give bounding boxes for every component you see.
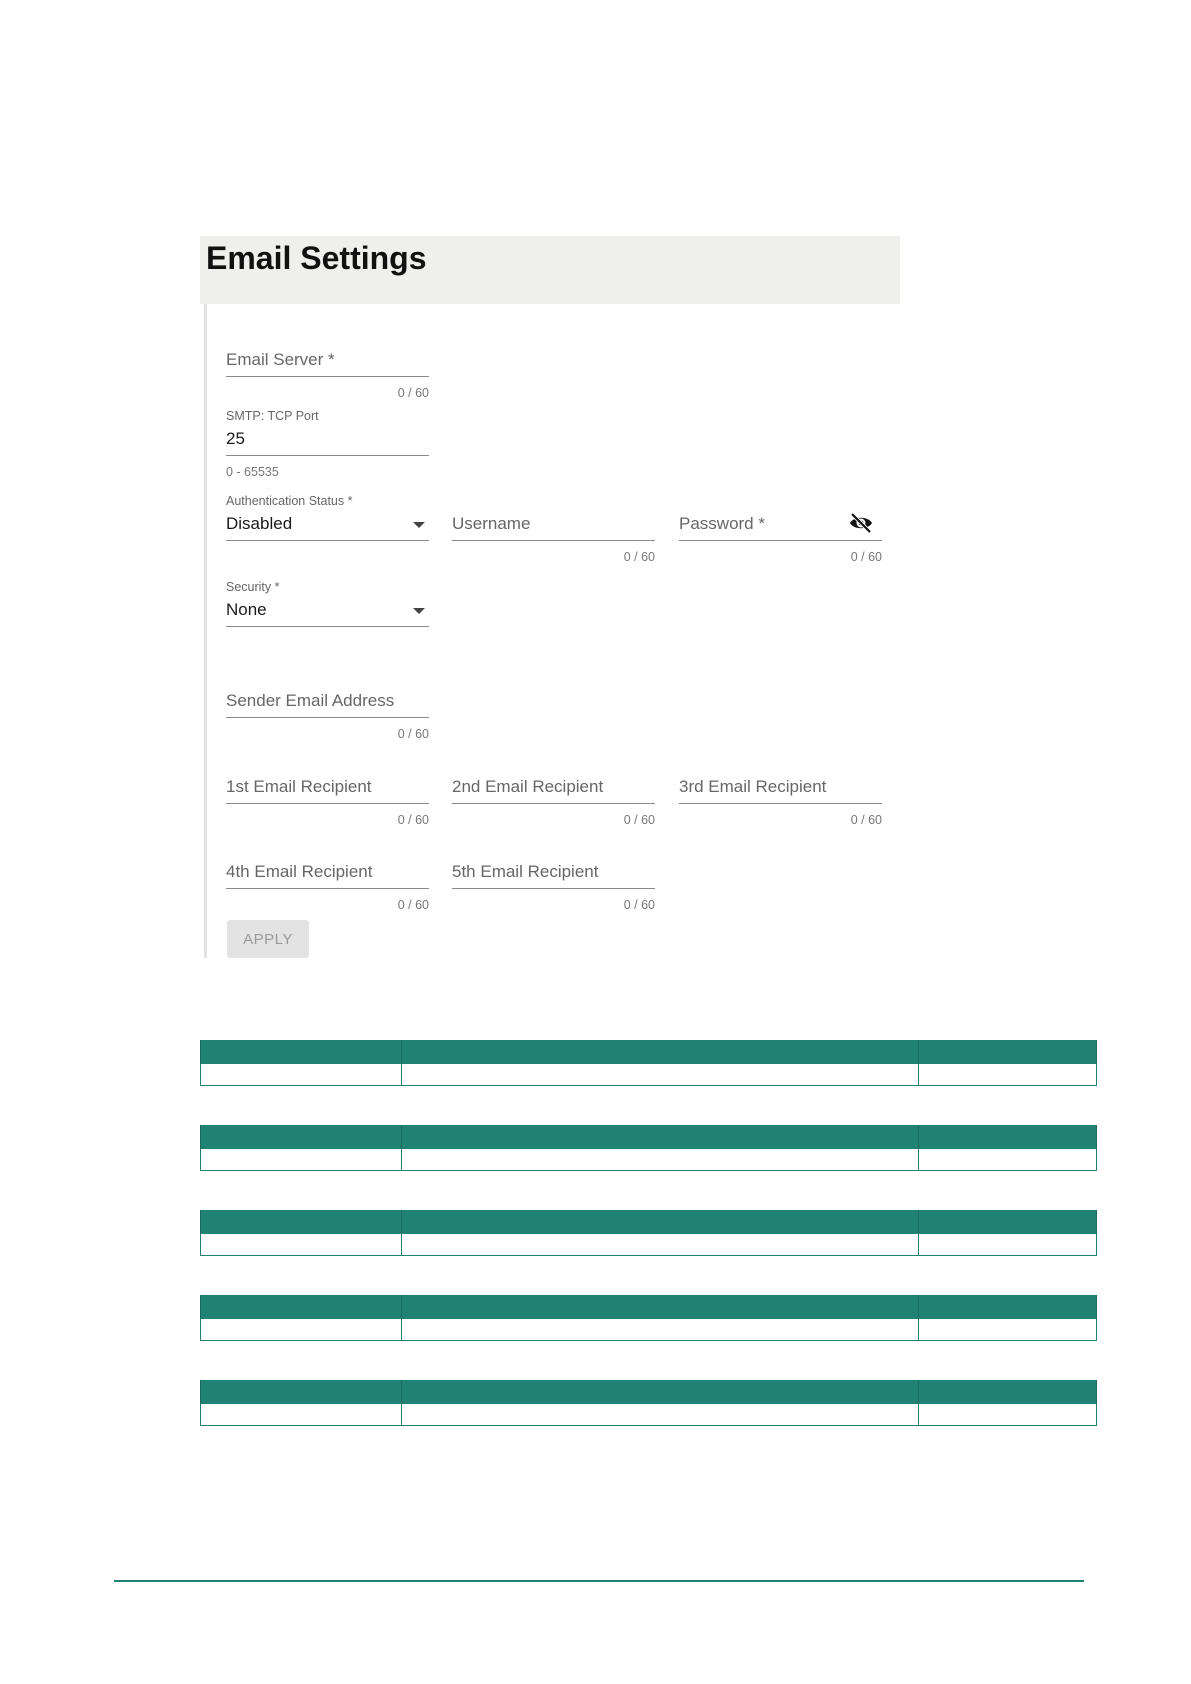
table-4	[200, 1295, 1097, 1341]
table-header-cell	[201, 1210, 402, 1234]
table-cell	[919, 1319, 1097, 1341]
recipient-3-field[interactable]	[679, 767, 882, 827]
table-header-cell	[919, 1125, 1097, 1149]
recipient-1-underline	[226, 803, 429, 804]
table-header-cell	[402, 1295, 919, 1319]
password-field[interactable]	[679, 510, 882, 570]
smtp-port-underline	[226, 455, 429, 456]
table-cell	[919, 1404, 1097, 1426]
recipient-5-counter: 0 / 60	[623, 898, 655, 912]
recipient-5-label: 5th Email Recipient	[452, 862, 599, 881]
sender-email-underline	[226, 717, 429, 718]
security-underline	[226, 626, 429, 627]
settings-card	[204, 304, 903, 958]
recipient-2-counter: 0 / 60	[623, 813, 655, 827]
table-header-row	[201, 1125, 1097, 1149]
email-server-label: Email Server *	[226, 350, 335, 369]
table-2	[200, 1125, 1097, 1171]
settings-header	[200, 236, 900, 304]
password-underline	[679, 540, 882, 541]
auth-status-select[interactable]	[226, 494, 429, 544]
recipient-5-field[interactable]	[452, 852, 655, 912]
recipient-4-field[interactable]	[226, 852, 429, 912]
table-header-cell	[201, 1040, 402, 1064]
recipient-2-underline	[452, 803, 655, 804]
table-header-row	[201, 1040, 1097, 1064]
recipient-3-counter: 0 / 60	[850, 813, 882, 827]
table-cell	[402, 1319, 919, 1341]
sender-email-field[interactable]	[226, 681, 429, 741]
table-cell	[919, 1234, 1097, 1256]
email-server-field[interactable]	[226, 340, 429, 400]
table-header-cell	[402, 1380, 919, 1404]
table-cell	[402, 1234, 919, 1256]
auth-status-underline	[226, 540, 429, 541]
smtp-port-hint: 0 - 65535	[226, 465, 279, 479]
table-cell	[201, 1234, 402, 1256]
table-cell	[201, 1404, 402, 1426]
auth-status-value: Disabled	[226, 514, 293, 533]
table-header-cell	[201, 1380, 402, 1404]
recipient-1-label: 1st Email Recipient	[226, 777, 372, 796]
recipient-4-counter: 0 / 60	[397, 898, 429, 912]
table-header-cell	[919, 1040, 1097, 1064]
table-header-row	[201, 1210, 1097, 1234]
table-cell	[402, 1064, 919, 1086]
table-header-cell	[402, 1125, 919, 1149]
table-row	[201, 1404, 1097, 1426]
username-label: Username	[452, 514, 531, 533]
username-underline	[452, 540, 655, 541]
username-counter: 0 / 60	[623, 550, 655, 564]
email-server-counter: 0 / 60	[397, 386, 429, 400]
table-3	[200, 1210, 1097, 1256]
table-header-cell	[919, 1380, 1097, 1404]
smtp-port-label: SMTP: TCP Port	[226, 409, 319, 423]
table-row	[201, 1234, 1097, 1256]
table-header-cell	[201, 1125, 402, 1149]
table-header-cell	[919, 1210, 1097, 1234]
table-row	[201, 1064, 1097, 1086]
table-5	[200, 1380, 1097, 1426]
recipient-2-label: 2nd Email Recipient	[452, 777, 604, 796]
table-header-cell	[919, 1295, 1097, 1319]
security-value: None	[226, 600, 267, 619]
table-cell	[402, 1404, 919, 1426]
security-select[interactable]	[226, 580, 429, 630]
page-title: Email Settings	[206, 240, 427, 276]
username-field[interactable]	[452, 510, 655, 570]
caret-down-icon	[413, 608, 425, 614]
smtp-port-value: 25	[226, 429, 245, 448]
caret-down-icon	[413, 522, 425, 528]
email-server-underline	[226, 376, 429, 377]
recipient-3-underline	[679, 803, 882, 804]
table-row	[201, 1149, 1097, 1171]
table-cell	[201, 1064, 402, 1086]
table-header-cell	[402, 1210, 919, 1234]
sender-email-label: Sender Email Address	[226, 691, 395, 710]
table-header-cell	[402, 1040, 919, 1064]
smtp-port-field[interactable]	[226, 409, 429, 485]
table-cell	[201, 1319, 402, 1341]
password-label: Password *	[679, 514, 765, 533]
table-cell	[402, 1149, 919, 1171]
auth-status-label: Authentication Status *	[226, 494, 353, 508]
footer-rule	[114, 1580, 1084, 1582]
table-header-row	[201, 1295, 1097, 1319]
sender-email-counter: 0 / 60	[397, 727, 429, 741]
recipient-4-underline	[226, 888, 429, 889]
table-cell	[919, 1149, 1097, 1171]
recipient-1-field[interactable]	[226, 767, 429, 827]
recipient-3-label: 3rd Email Recipient	[679, 777, 827, 796]
security-label: Security *	[226, 580, 280, 594]
recipient-5-underline	[452, 888, 655, 889]
email-settings-screenshot	[200, 236, 900, 958]
table-row	[201, 1319, 1097, 1341]
eye-off-icon[interactable]	[848, 512, 874, 534]
table-cell	[919, 1064, 1097, 1086]
recipient-2-field[interactable]	[452, 767, 655, 827]
apply-button[interactable]: APPLY	[227, 920, 309, 958]
table-cell	[201, 1149, 402, 1171]
recipient-1-counter: 0 / 60	[397, 813, 429, 827]
table-header-row	[201, 1380, 1097, 1404]
table-1	[200, 1040, 1097, 1086]
password-counter: 0 / 60	[850, 550, 882, 564]
recipient-4-label: 4th Email Recipient	[226, 862, 373, 881]
table-header-cell	[201, 1295, 402, 1319]
